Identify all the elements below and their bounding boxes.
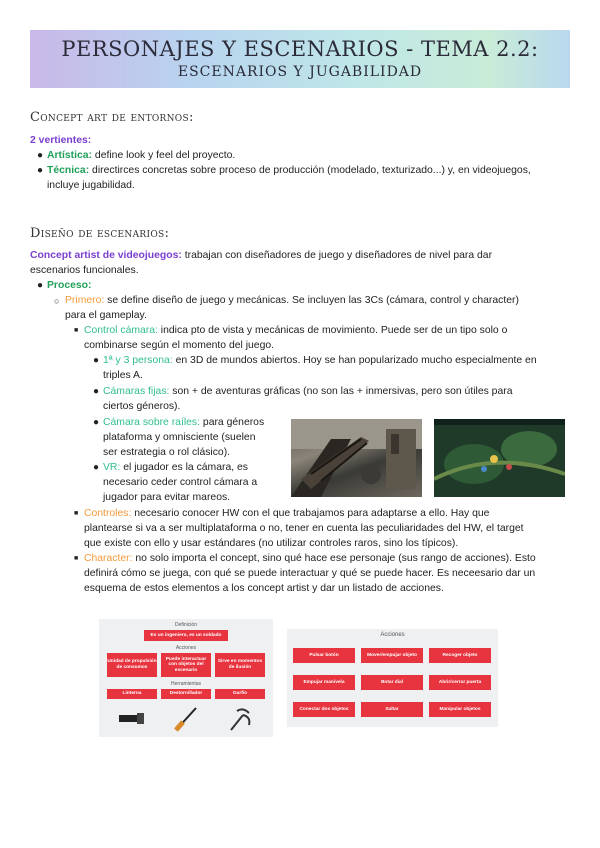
- page-subtitle: ESCENARIOS Y JUGABILIDAD: [177, 64, 423, 80]
- text-railes-1: para géneros: [200, 417, 265, 428]
- primero-line-2: para el gameplay.: [65, 310, 147, 321]
- term-concept-artist: Concept artist de videojuegos:: [30, 250, 182, 261]
- flashlight-icon: [117, 707, 147, 731]
- bullet-icon: ●: [93, 462, 100, 473]
- page-title: PERSONAJES Y ESCENARIOS - TEMA 2.2:: [61, 37, 539, 61]
- proceso-label: [47, 279, 91, 294]
- diagram1-tool-2: Destornillador: [161, 689, 211, 699]
- text-vr-3: jugador para evitar mareos.: [103, 492, 231, 503]
- cam-item-primera-persona: [103, 354, 537, 369]
- diagram1-box-1: Unidad de propulsión de consumos: [107, 653, 157, 677]
- text-railes-2: plataforma y omnisciente (suelen: [103, 432, 256, 443]
- diagram1-top-box: Es un ingeniero, es un soldado: [144, 630, 228, 641]
- diagram2-title: Acciones: [380, 632, 405, 638]
- text-character-1: no solo importa el concept, sino qué hace ese personaje (sus rango de acciones). Esto: [132, 553, 536, 564]
- text-tecnica-1: directirces concretas sobre proceso de producción (modelado, texturizado...) y, en videojuegos,: [89, 165, 531, 176]
- primero-line-1: [65, 294, 519, 309]
- term-camara-railes: Cámara sobre raíles:: [103, 417, 201, 428]
- vertientes-intro: [30, 134, 91, 149]
- diagram1-box-3: Sirve en momentos de ilusión: [215, 653, 265, 677]
- text-controles-3: que existe con ello y usar estándares (no utilizar controles raros, sino los típicos).: [84, 538, 459, 549]
- diagram1-tool-1: Linterna: [107, 689, 157, 699]
- control-camara-line-2: combinarse según el momento del juego.: [84, 340, 275, 351]
- title-banner: [30, 30, 570, 88]
- action-box-8: Saltar: [361, 702, 423, 717]
- text-vr-2: necesario ceder control cámara a: [103, 477, 258, 488]
- text-concept-artist-1: trabajan con diseñadores de juego y diseñadores de nivel para dar: [181, 250, 493, 261]
- cam-item-fijas: [103, 385, 512, 400]
- rail-camera-screenshot: [291, 419, 422, 497]
- term-character: Character:: [84, 553, 133, 564]
- term-tecnica: Técnica:: [47, 165, 90, 176]
- text-camara-1: indica pto de vista y mecánicas de movimiento. Puede ser de un tipo solo o: [157, 325, 508, 336]
- text-camaras-fijas-1: son + de aventuras gráficas (no son las + inmersivas, pero son útiles para: [169, 386, 513, 397]
- action-box-2: Mover/empujar objeto: [361, 648, 423, 663]
- cam-item-vr: [103, 461, 248, 476]
- text-controles-2: plantearse si va a ser multiplataforma o no, tener en cuenta las peculiaridades del HW, el target: [84, 523, 524, 534]
- square-bullet-icon: ■: [74, 555, 79, 562]
- bullet-icon: ●: [37, 150, 44, 161]
- term-proceso: Proceso:: [47, 280, 92, 291]
- term-controles: Controles:: [84, 508, 132, 519]
- square-bullet-icon: ■: [74, 510, 79, 517]
- circle-bullet-icon: ○: [54, 296, 60, 306]
- term-vr: VR:: [103, 462, 121, 473]
- text-primero-1: se define diseño de juego y mecánicas. Se incluyen las 3Cs (cámara, control y character): [104, 295, 519, 306]
- text-character-3: esquema de estos elementos a los concept artist y dar un listado de acciones.: [84, 583, 444, 594]
- text-railes-3: ser estrategia o rol clásico).: [103, 447, 231, 458]
- action-box-3: Recoger objeto: [429, 648, 491, 663]
- bullet-icon: ●: [37, 280, 44, 291]
- bullet-icon: ●: [37, 165, 44, 176]
- section-heading-diseno: Diseño de escenarios:: [30, 226, 170, 241]
- screwdriver-icon: [171, 705, 201, 733]
- text-vr-1: el jugador es la cámara, es: [120, 462, 248, 473]
- text-character-2: definirá cómo se juega, con qué se puede interactuar y qué se puede hacer. Es neceesario dar un: [84, 568, 536, 579]
- diagram1-tool-3: Garfio: [215, 689, 265, 699]
- character-definition-diagram: [99, 619, 273, 737]
- action-box-5: Botar dial: [361, 675, 423, 690]
- term-control-camara: Control cámara:: [84, 325, 158, 336]
- term-primero: Primero:: [65, 295, 105, 306]
- text-tecnica-2: incluye jugabilidad.: [47, 180, 135, 191]
- list-item-tecnica: [47, 164, 531, 179]
- diagram1-acciones-label: Acciones: [175, 645, 197, 651]
- text-primera-persona-1: en 3D de mundos abiertos. Hoy se han popularizado mucho especialmente en: [172, 355, 537, 366]
- square-bullet-icon: ■: [74, 327, 79, 334]
- text-artistica: define look y feel del proyecto.: [92, 150, 236, 161]
- term-camaras-fijas: Cámaras fijas:: [103, 386, 170, 397]
- text-primera-persona-2: triples A.: [103, 370, 143, 381]
- list-item-artistica: [47, 149, 235, 164]
- action-box-1: Pulsar botón: [293, 648, 355, 663]
- text-camaras-fijas-2: ciertos géneros).: [103, 401, 181, 412]
- term-primera-persona: 1ª y 3 persona:: [103, 355, 173, 366]
- actions-diagram: [287, 629, 498, 727]
- action-box-7: Conectar dos objetos: [293, 702, 355, 717]
- bullet-icon: ●: [93, 417, 100, 428]
- vertientes-label: 2 vertientes:: [30, 135, 92, 146]
- control-camara-line-1: [84, 324, 507, 339]
- section-heading-concept-art: Concept art de entornos:: [30, 110, 194, 125]
- character-line-1: [84, 552, 536, 567]
- diagram1-herramientas-label: Herramientas: [170, 681, 201, 687]
- bullet-icon: ●: [93, 355, 100, 366]
- text-concept-artist-2: escenarios funcionales.: [30, 265, 139, 276]
- text-controles-1: necesario conocer HW con el que trabajamos para adaptarse a ello. Hay que: [131, 508, 490, 519]
- term-artistica: Artística:: [47, 150, 93, 161]
- controles-line-1: [84, 507, 489, 522]
- bullet-icon: ●: [93, 386, 100, 397]
- action-box-9: Manipular objetos: [429, 702, 491, 717]
- diagram1-title: Definición: [175, 622, 197, 628]
- cam-item-railes: [103, 416, 264, 431]
- action-box-6: Abrir/cerrar puerta: [429, 675, 491, 690]
- diagram1-box-2: Puede interactuar con objetos del escenario: [161, 653, 211, 677]
- concept-artist-intro: [30, 249, 492, 264]
- grappling-hook-icon: [225, 705, 255, 733]
- action-box-4: Empujar manivela: [293, 675, 355, 690]
- strategy-game-screenshot: [434, 419, 565, 497]
